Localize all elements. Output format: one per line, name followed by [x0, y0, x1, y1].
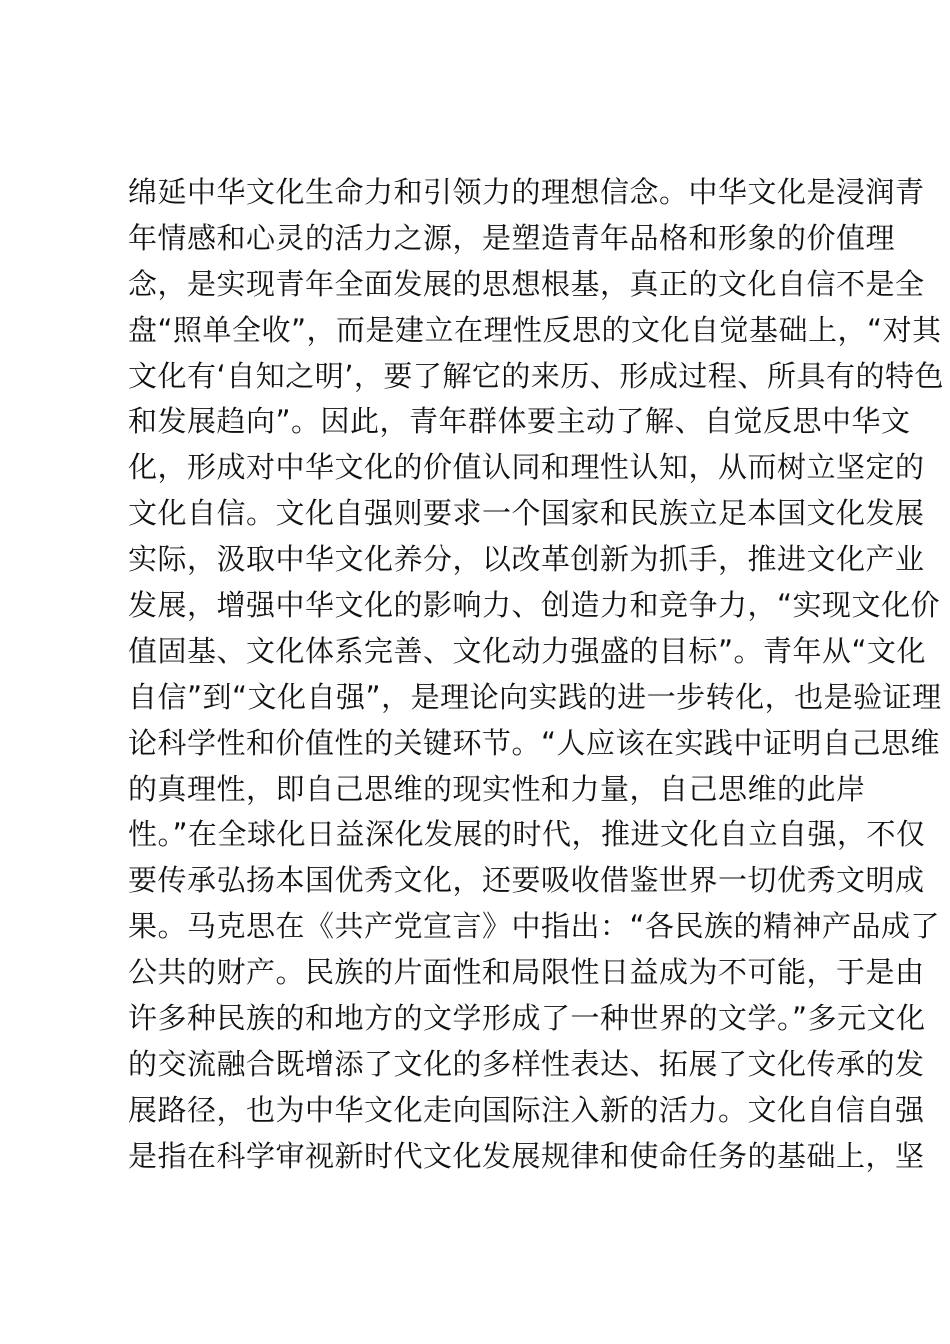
text-line-14: 的真理性，即自己思维的现实性和力量，自己思维的此岸 [128, 771, 866, 806]
text-line-1: 绵延中华文化生命力和引领力的理想信念。中华文化是浸润青 [128, 175, 925, 209]
text-line-16: 要传承弘扬本国优秀文化，还要吸收借鉴世界一切优秀文明成 [128, 863, 925, 898]
text-line-21: 展路径，也为中华文化走向国际注入新的活力。文化自信自强 [128, 1092, 925, 1127]
text-line-3: 念，是实现青年全面发展的思想根基，真正的文化自信不是全 [128, 266, 925, 301]
text-line-18: 公共的财产。民族的片面性和局限性日益成为不可能，于是由 [128, 955, 925, 990]
text-line-2: 年情感和心灵的活力之源，是塑造青年品格和形象的价值理 [128, 220, 896, 255]
text-line-4: 盘“照单全收”，而是建立在理性反思的文化自觉基础上，“对其 [128, 312, 942, 347]
text-line-22: 是指在科学审视新时代文化发展规律和使命任务的基础上，坚 [128, 1138, 925, 1173]
text-line-8: 文化自信。文化自强则要求一个国家和民族立足本国文化发展 [128, 496, 925, 531]
text-line-11: 值固基、文化体系完善、文化动力强盛的目标”。青年从“文化 [128, 633, 927, 668]
text-line-5: 文化有‘自知之明’，要了解它的来历、形成过程、所具有的特色 [128, 358, 944, 393]
text-line-10: 发展，增强中华文化的影响力、创造力和竞争力，“实现文化价 [128, 588, 941, 623]
text-line-7: 化，形成对中华文化的价值认同和理性认知，从而树立坚定的 [128, 450, 925, 485]
text-line-20: 的交流融合既增添了文化的多样性表达、拓展了文化传承的发 [128, 1046, 925, 1081]
text-line-19: 许多种民族的和地方的文学形成了一种世界的文学。”多元文化 [128, 1001, 926, 1036]
text-line-17: 果。马克思在《共产党宣言》中指出：“各民族的精神产品成了 [128, 909, 941, 944]
text-line-9: 实际，汲取中华文化养分，以改革创新为抓手，推进文化产业 [128, 542, 925, 577]
text-line-12: 自信”到“文化自强”，是理论向实践的进一步转化，也是验证理 [128, 679, 942, 714]
text-line-15: 性。”在全球化日益深化发展的时代，推进文化自立自强，不仅 [128, 817, 926, 852]
body-paragraph [128, 170, 944, 1180]
text-line-13: 论科学性和价值性的关键环节。“人应该在实践中证明自己思维 [128, 725, 941, 760]
text-line-6: 和发展趋向”。因此，青年群体要主动了解、自觉反思中华文 [128, 404, 911, 439]
